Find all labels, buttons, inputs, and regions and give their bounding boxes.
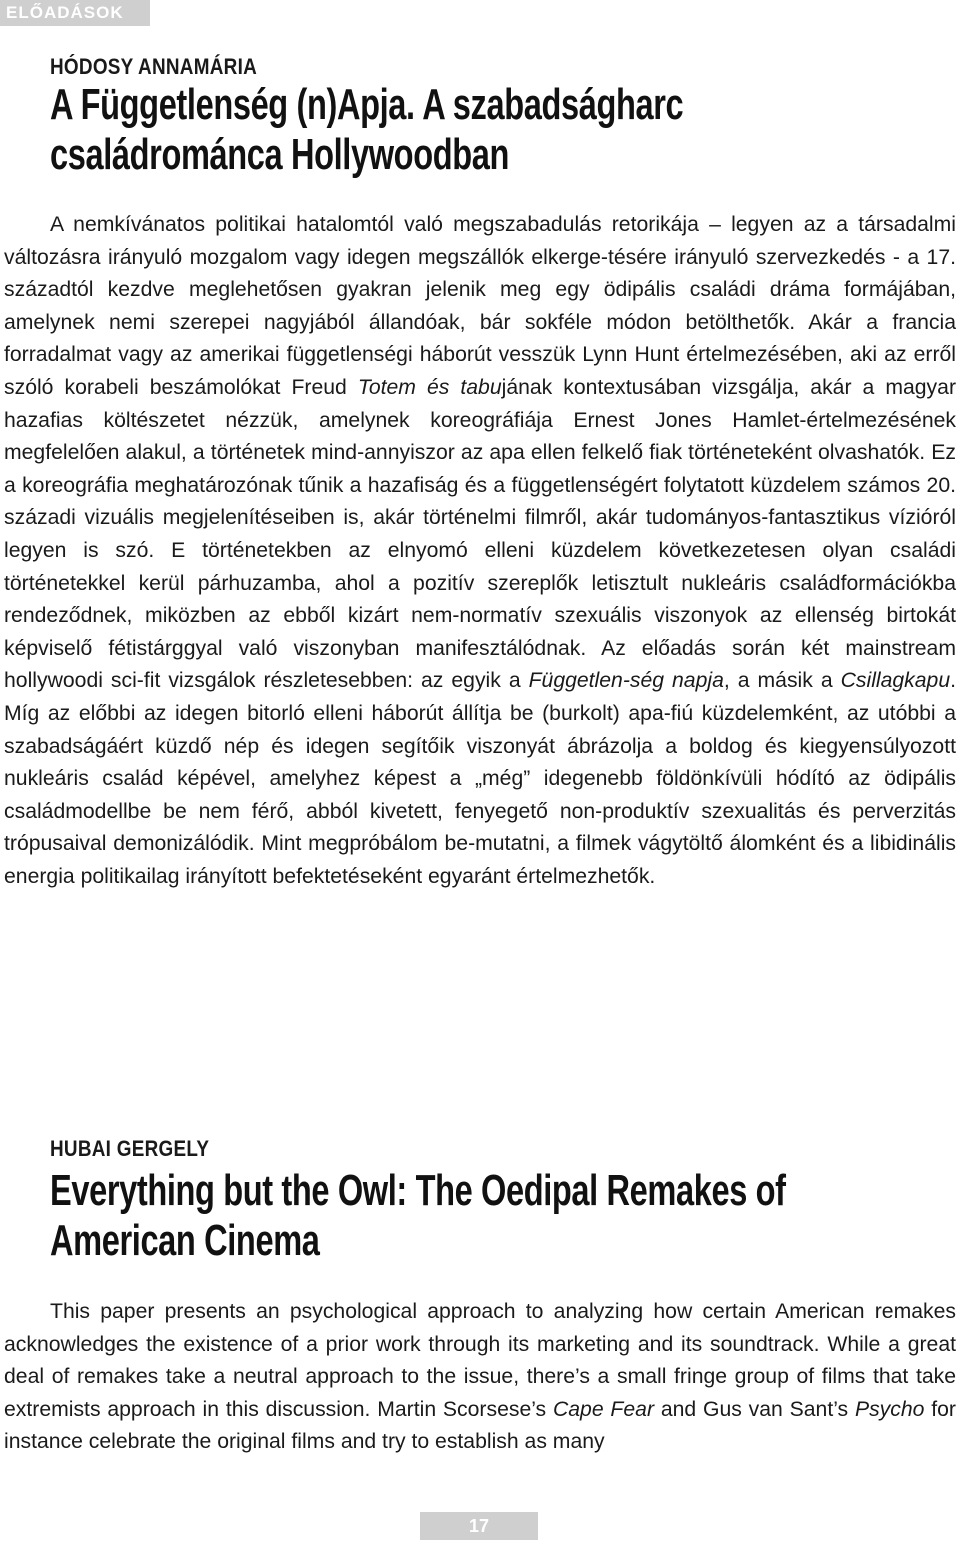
article-2-title-line-2: American Cinema xyxy=(50,1216,320,1265)
article-2-abstract xyxy=(4,1296,956,1459)
article-2-title xyxy=(50,1166,790,1266)
article-1-abstract-part: jának kontextusában vizsgálja, akár a magyar hazafias költészetet nézzük, amelynek koreográfiája Ernest Jones Hamlet-értelmezésének megfelelően alakul, a történetek mind-annyiszor az apa ellen felkelő fiak történeteként olvashatók. Ez a koreográfia meghatározónak tűnik a hazafiság és a függetlenségért folytatott küzdelem számos 20. századi vizuális megjelenítéseiben is, akár történelmi filmről, akár tudományos-fantasztikus vízióról legyen is szó. E történetekben az elnyomó elleni küzdelem következetesen olyan családi történetekkel kerül párhuzamba, ahol a pozitív szereplők letisztult nukleáris családformációkba rendeződnek, miközben az ebből kizárt nem-normatív szexuális viszonyok az ellenség birtokát képviselő fétistárggyal való viszonyban manifesztálódnak. Az előadás során két mainstream hollywoodi sci-fit vizsgálok részletesebben: az egyik a xyxy=(4,375,956,693)
article-1-abstract-italic: Független-ség napja xyxy=(528,669,724,693)
section-label: ELŐADÁSOK xyxy=(0,0,150,26)
article-1-abstract-italic: Totem és tabu xyxy=(357,375,502,399)
article-2-abstract-part: This paper presents an psychological approach to analyzing how certain American remakes acknowledges the existence of a prior work through its marketing and its soundtrack. While a great deal of remakes take a neutral approach to the issue, there’s a small fringe group of films that take extremists approach in this discussion. Martin Scorsese’s xyxy=(4,1300,956,1421)
article-1-author: HÓDOSY ANNAMÁRIA xyxy=(50,54,258,79)
article-1-title xyxy=(50,80,790,180)
article-2-abstract-part: and Gus van Sant’s xyxy=(654,1397,855,1421)
article-2-author: HUBAI GERGELY xyxy=(50,1136,210,1161)
article-1-title-line-1: A Függetlenség (n)Apja. A szabadságharc xyxy=(50,80,684,129)
article-1-abstract-part: . Míg az előbbi az idegen bitorló elleni háborút állítja be (burkolt) apa-fiú küzdelemként, az utóbbi a szabadságáért küzdő nép és idegen segítőik viszonyát ábrázolja a boldog és kiegyensúlyozott nukleáris család képével, amelyhez képest a „még” idegenebb földönkívüli hódító az ödipális családmodellbe be nem férő, abból kivetett, fenyegető non-produktív szexualitás és perverzitás trópusaival demonizálódik. Mint megpróbálom be-mutatni, a filmek vágytöltő álomként és a libidinális energia politikailag irányított befektetéseként egyaránt értelmezhetők. xyxy=(4,669,957,888)
article-1-abstract-italic: Csillagkapu xyxy=(840,669,951,693)
article-2-title-line-1: Everything but the Owl: The Oedipal Remakes of xyxy=(50,1166,786,1215)
article-1-title-line-2: családrománca Hollywoodban xyxy=(50,130,510,179)
article-1-abstract xyxy=(4,209,956,893)
page-number: 17 xyxy=(420,1512,538,1540)
article-1-abstract-part: A nemkívánatos politikai hatalomtól való megszabadulás retorikája – legyen az a társadalmi változásra irányuló mozgalom vagy idegen megszállók elkerge-tésére irányuló szervezkedés - a 17. századtól kezdve meglehetősen gyakran jelenik meg egy ödipális családi dráma formájában, amelynek nemi szerepei nagyjából állandóak, bár sokféle módon betölthetők. Akár a francia forradalmat vagy az amerikai függetlenségi háborút vesszük Lynn Hunt értelmezésében, aki az erről szóló korabeli beszámolókat Freud xyxy=(4,213,956,399)
article-1-abstract-part: , a másik a xyxy=(723,669,841,693)
article-2-abstract-part: for instance celebrate the original films and try to establish as many xyxy=(4,1397,956,1454)
article-2-abstract-italic: Psycho xyxy=(854,1397,925,1421)
article-2-abstract-italic: Cape Fear xyxy=(552,1397,654,1421)
